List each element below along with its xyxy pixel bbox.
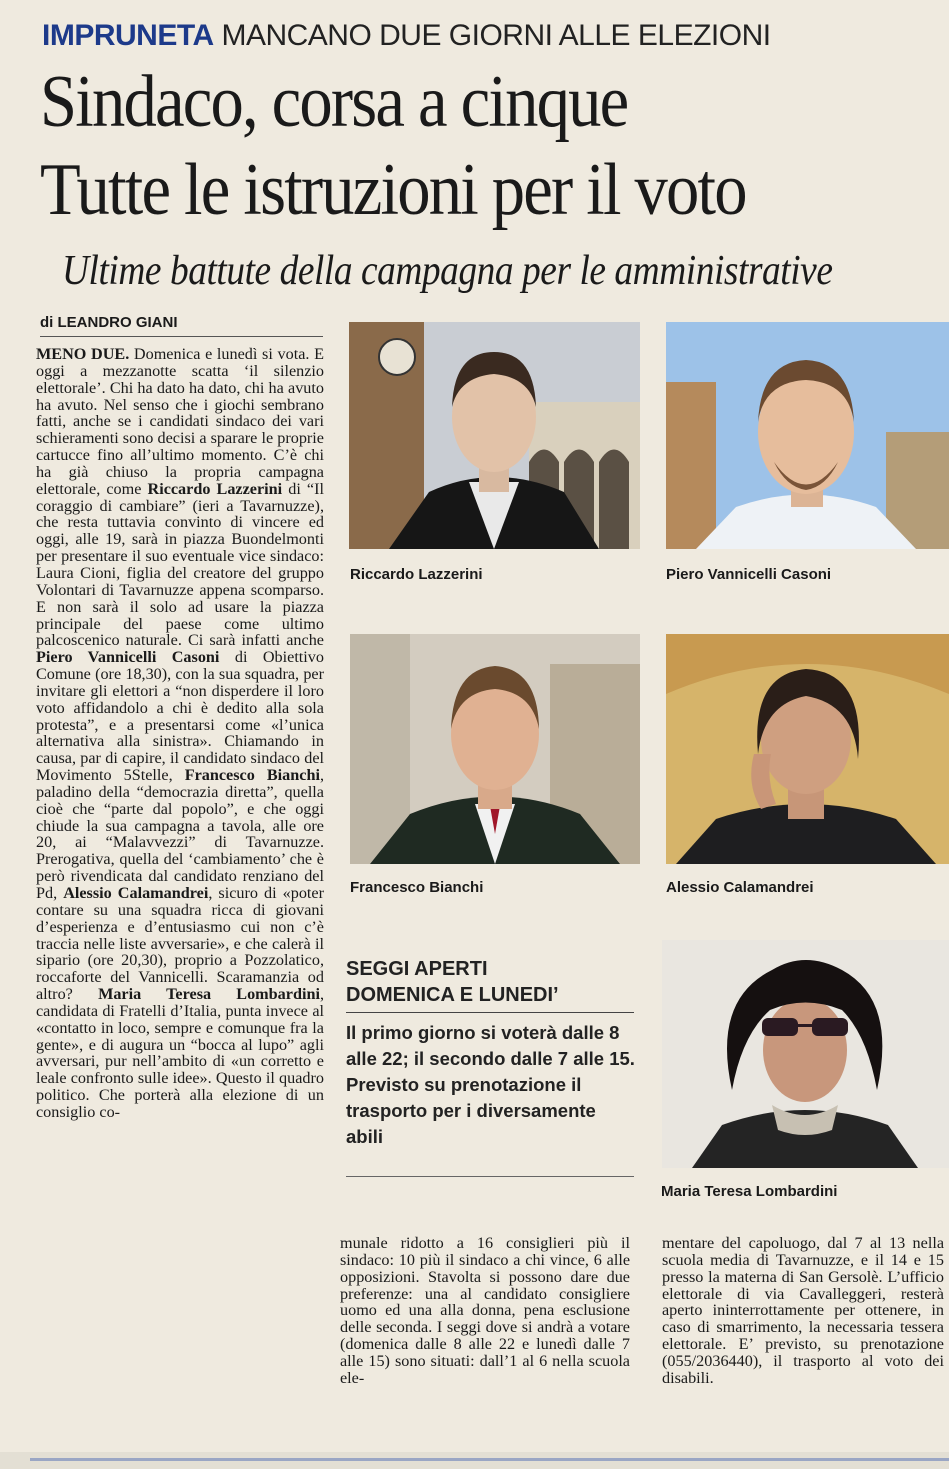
photo-caption: Piero Vannicelli Casoni: [666, 566, 832, 583]
photo-maria-teresa-lombardini: [662, 940, 949, 1168]
article-text: , paladino della “democrazia diretta”, quella cioè che “parte dal popolo”, e che oggi chiude la sua campagna a tavola, alle ore 20, ai “Malavvezzi” di Tavarnuzze. Prerogativa, quella del ‘cambiamento’ che è però rivendicata dal candidato renziano del Pd,: [36, 766, 324, 902]
info-box-title-line: DOMENICA E LUNEDI’: [346, 984, 559, 1006]
article-lead: MENO DUE.: [36, 345, 130, 363]
photo-francesco-bianchi: [350, 634, 640, 864]
candidate-name: Alessio Calamandrei: [63, 884, 209, 902]
article-text: di Obiettivo Comune (ore 18,30), con la sua squadra, per invitare gli elettori a “non disperdere il loro voto affidandolo a chi è dedito alla sola protesta”, e a presentarsi come «l’unica alternativa alla sinistra». Chiamando in causa, par di capire, il candidato sindaco del Movimento 5Stelle,: [36, 648, 324, 785]
photo-caption: Alessio Calamandrei: [666, 879, 814, 896]
article-column-1: [36, 346, 324, 1121]
article-text: , sicuro di «poter contare su una squadra ricca di giovani d’esperienza e d’entusiasmo cui non c’è traccia nelle liste avversarie», e che calerà il sipario (ore 20,30), proprio a Pozzolatico, roccaforte del Vannicelli. Scaramanzia od altro?: [36, 884, 324, 1004]
kicker: [42, 16, 922, 56]
candidate-name: Piero Vannicelli Casoni: [36, 648, 220, 667]
photo-piero-vannicelli-casoni: [666, 322, 949, 549]
article-text: , candidata di Fratelli d’Italia, punta invece al «contatto in loco, sempre e comunque fra la gente», e di augura un “bocca al lupo” agli avversari, pur nell’ambito di «un corretto e leale confronto sulle idee». Questo il quadro politico. Che porterà alla elezione di un consiglio co-: [36, 985, 324, 1121]
article-text: mentare del capoluogo, dal 7 al 13 nella scuola media di Tavarnuzze, e il 14 e 15 presso la materna di San Gersolè. L’ufficio elettorale di via Cavalleggeri, resterà aperto ininterrottamente per ottenere, in caso di smarrimento, la necessaria tessera elettorale. E’ previsto, su prenotazione (055/2036440), il trasporto al voto dei disabili.: [662, 1234, 944, 1387]
article-column-3: [662, 1235, 944, 1387]
headline-line-2: Tutte le istruzioni per il voto: [40, 149, 746, 231]
kicker-place: IMPRUNETA: [42, 19, 214, 52]
kicker-topic: MANCANO DUE GIORNI ALLE ELEZIONI: [221, 19, 771, 52]
info-box-title-line: SEGGI APERTI: [346, 958, 488, 980]
subheadline: Ultime battute della campagna per le amministrative: [62, 248, 833, 294]
photo-caption: Riccardo Lazzerini: [350, 566, 483, 583]
headline-line-1: Sindaco, corsa a cinque: [40, 61, 628, 143]
info-box-title: [346, 956, 636, 1008]
byline-divider: [40, 336, 323, 337]
photo-caption: Francesco Bianchi: [350, 879, 484, 896]
info-box-body: Il primo giorno si voterà dalle 8 alle 22; il secondo dalle 7 alle 15. Previsto su prenotazione il trasporto per i diversamente abili: [346, 1022, 635, 1147]
article-text: Domenica e lunedì si vota. E oggi a mezzanotte scatta ‘il silenzio elettorale’. Chi ha dato ha dato, chi ha avuto ha avuto. Nel senso che i giochi sembrano fatti, anche se i candidati sindaco dei vari schieramenti sono decisi a sparare le proprie cartucce fino all’ultimo momento. C’è chi ha già chiuso la propria campagna elettorale, come: [36, 345, 324, 498]
article-text: di “Il coraggio di cambiare” (ieri a Tavarnuzze), che resta tuttavia convinto di vincere ed oggi, alle 19, sarà in piazza Buondelmonti per presentare il suo eventuale vice sindaco: Laura Cioni, figlia del creatore del gruppo Volontari di Tavarnuzze appena scomparso. E non sarà il solo ad usare la piazza principale del paese come ultimo palcoscenico naturale. Ci sarà infatti anche: [36, 479, 324, 650]
byline: di LEANDRO GIANI: [40, 314, 178, 331]
photo-caption: Maria Teresa Lombardini: [661, 1183, 838, 1200]
candidate-name: Maria Teresa Lombardini: [98, 985, 320, 1004]
candidate-name: Francesco Bianchi: [184, 766, 320, 785]
article-text: munale ridotto a 16 consiglieri più il sindaco: 10 più il sindaco a chi vince, 6 alle opposizioni. Stavolta si possono dare due preferenze: una al candidato consigliere uomo ed una alla donna, pena esclusione delle seconda. I seggi dove si andrà a votare (domenica dalle 8 alle 22 e lunedì dalle 7 alle 15) sono situati: dall’1 al 6 nella scuola ele-: [340, 1234, 630, 1387]
article-column-2: [340, 1235, 630, 1387]
photo-alessio-calamandrei: [666, 634, 949, 864]
info-box-divider: [346, 1012, 634, 1013]
candidate-name: Riccardo Lazzerini: [147, 479, 283, 498]
page-bottom-rule: [30, 1458, 949, 1461]
info-box-bottom-divider: [346, 1176, 634, 1177]
photo-riccardo-lazzerini: [349, 322, 640, 549]
